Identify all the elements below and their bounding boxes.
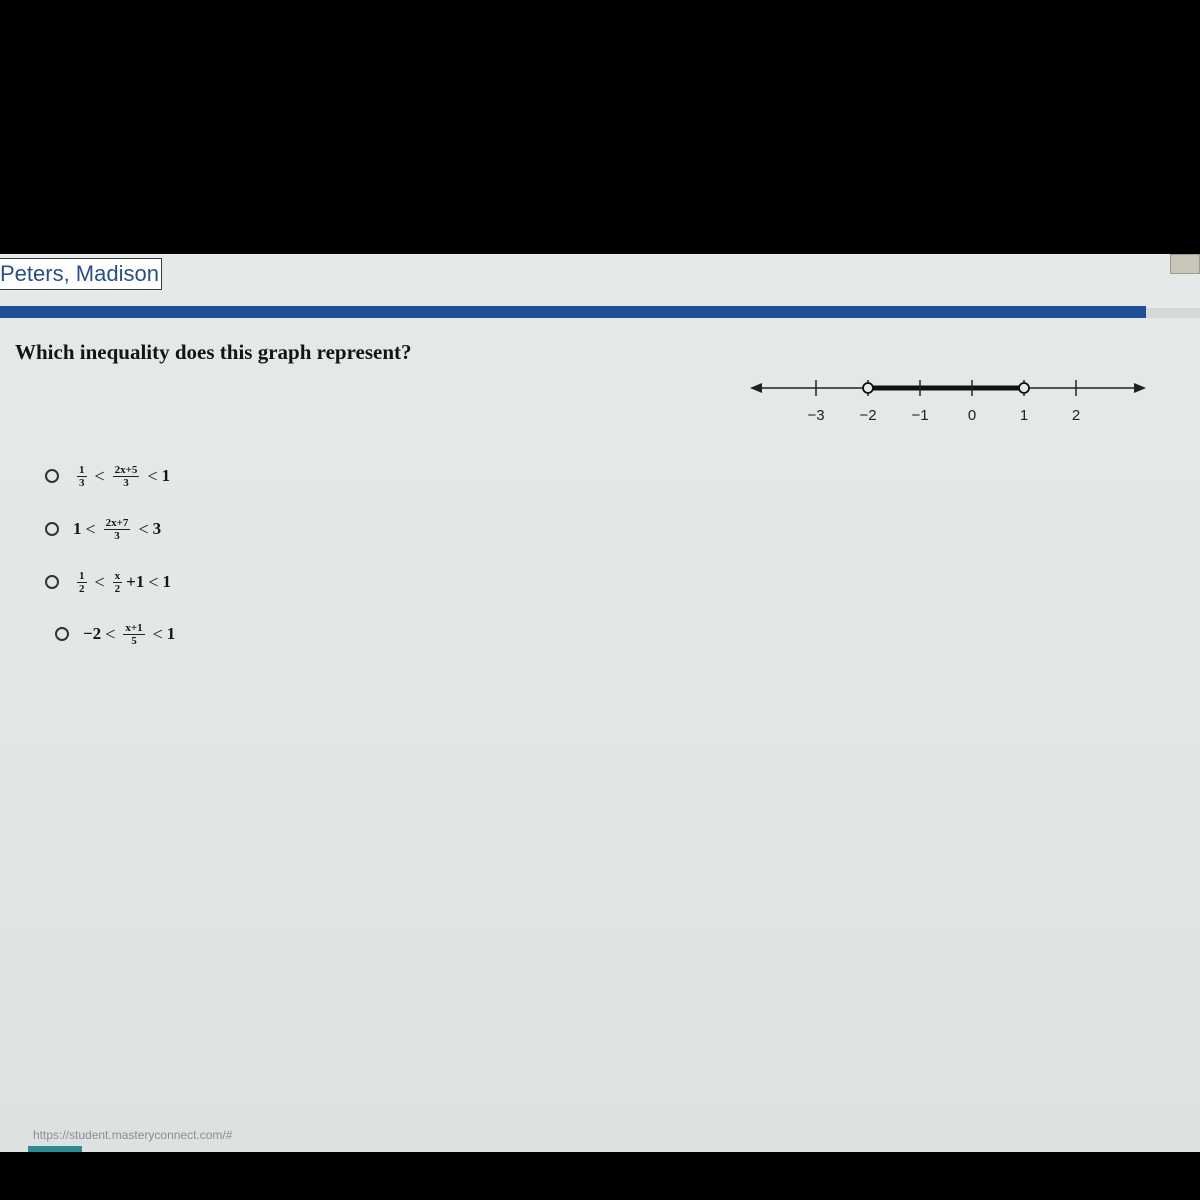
answer-option-b[interactable]: 1 < $\frac{2x+7}{3}$ < 3 [45, 509, 161, 549]
tick-label: 1 [1019, 407, 1029, 424]
app-screen [0, 254, 1200, 1152]
tick-label: 0 [967, 407, 977, 424]
radio-button-b[interactable] [45, 522, 59, 536]
question-text: Which inequality does this graph represent? [15, 340, 412, 364]
radio-button-a[interactable] [45, 469, 59, 483]
window-corner-button[interactable] [1170, 254, 1200, 274]
header-bar-end [1146, 308, 1200, 318]
tick-label: 2 [1071, 407, 1081, 424]
fraction-mid-b: $\frac{2x+7}{3}$ [105, 516, 129, 542]
user-name[interactable]: Peters, Madison [0, 258, 162, 290]
fraction-left-c: $\frac{1}{2}$ [79, 569, 85, 595]
right-arrow-icon [1134, 383, 1146, 393]
fraction-mid-c: $\frac{x}{2}$ [114, 569, 121, 595]
radio-button-d[interactable] [55, 627, 69, 641]
tick-label: −3 [807, 407, 825, 424]
answer-option-c[interactable]: $\frac{1}{2}$ < $\frac{x}{2}$ +1 < 1 [45, 562, 171, 602]
bezel-bottom [0, 1152, 1200, 1200]
fraction-mid-d: $\frac{x+1}{5}$ [125, 621, 143, 647]
number-line-graph [748, 372, 1152, 432]
tick-label: −1 [911, 407, 929, 424]
radio-button-c[interactable] [45, 575, 59, 589]
header-bar [0, 306, 1146, 318]
status-bar-url: https://student.masteryconnect.com/# [33, 1128, 233, 1142]
tick-label: −2 [859, 407, 877, 424]
open-endpoint-left [863, 383, 873, 393]
fraction-mid-a: $\frac{2x+5}{3}$ [114, 463, 138, 489]
open-endpoint-right [1019, 383, 1029, 393]
answer-option-d[interactable]: −2 < $\frac{x+1}{5}$ < 1 [55, 614, 175, 654]
left-arrow-icon [750, 383, 762, 393]
answer-option-a[interactable]: $\frac{1}{3}$ < $\frac{2x+5}{3}$ < 1 [45, 456, 170, 496]
fraction-left-a: $\frac{1}{3}$ [79, 463, 85, 489]
